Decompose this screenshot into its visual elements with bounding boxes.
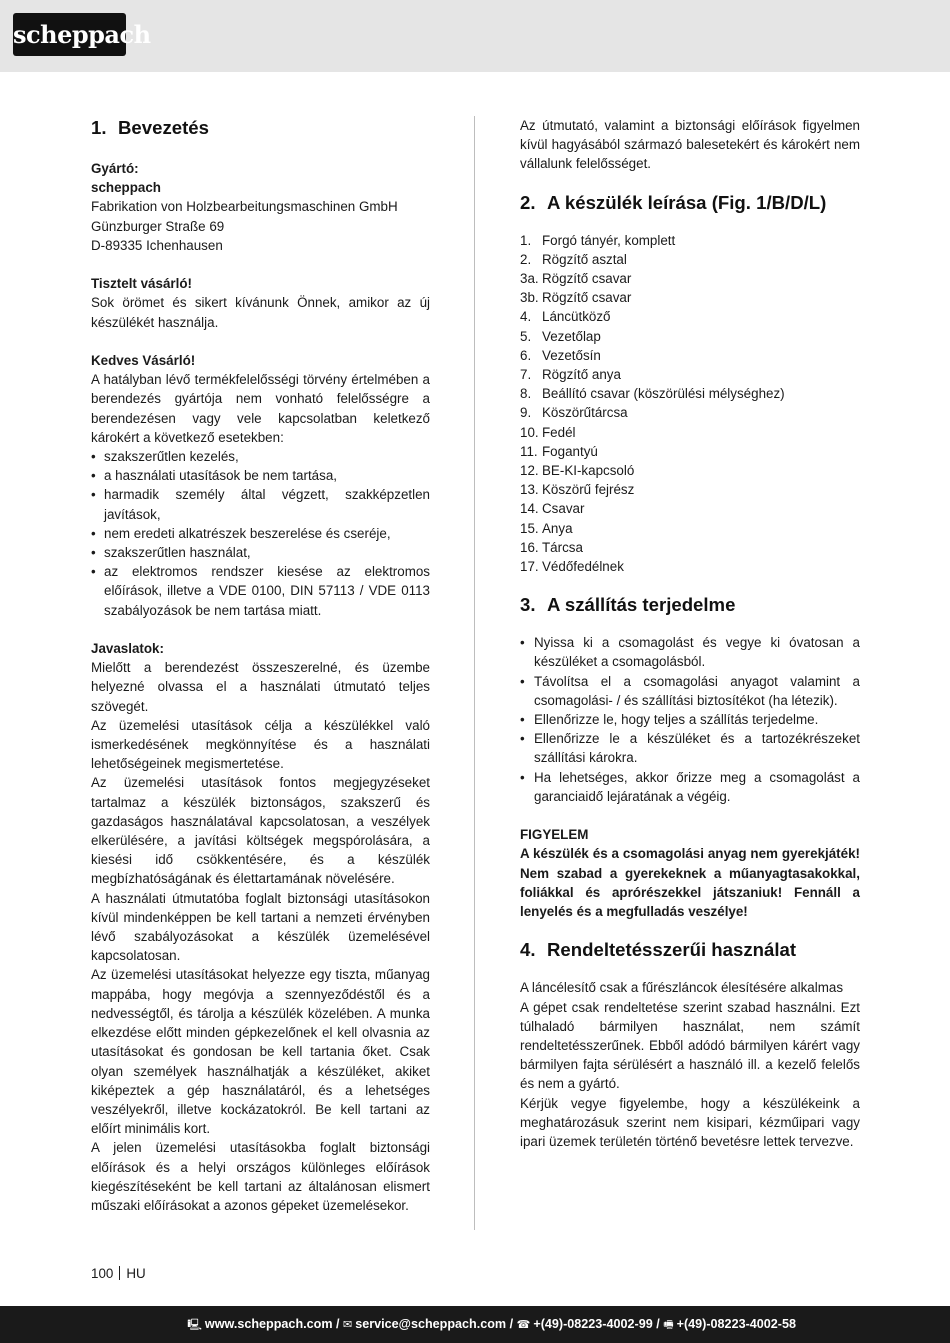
section-4-title: Rendeltetésszerűi használat [547, 939, 797, 961]
list-item: • Nyissa ki a csomagolást és vegye ki óvatosan a készüléket a csomagolásból. [520, 633, 860, 671]
phone-icon: ☎ [516, 1319, 531, 1331]
list-item: • harmadik személy által végzett, szakképzetlen javítások, [91, 485, 430, 523]
fax-number: +(49)-08223-4002-58 [676, 1317, 796, 1331]
section-1-title: Bevezetés [118, 117, 209, 138]
section-3-number: 3. [520, 594, 536, 616]
list-item: • Ellenőrizze le a készüléket és a tartozékrészeket szállítási károkra. [520, 729, 860, 767]
part-item: 13. Köszörű fejrész [520, 482, 635, 498]
list-item: • Ha lehetséges, akkor őrizze meg a csomagolást a garanciaidő lejáratának a végéig. [520, 768, 860, 806]
section-2-title: A készülék leírása (Fig. 1/B/D/L) [547, 191, 827, 213]
section-1-number: 1. [91, 117, 107, 138]
section-4-number: 4. [520, 939, 536, 961]
email-link[interactable]: service@scheppach.com / [355, 1317, 514, 1331]
manufacturer-line: Günzburger Straße 69 [91, 218, 225, 234]
part-item: 10. Fedél [520, 424, 576, 440]
column-divider [474, 116, 475, 1230]
computer-icon: 🖳 [187, 1319, 202, 1331]
recommendation-paragraph: A használati útmutatóba foglalt biztonsági utasításokon kívül mindenképpen be kell tartani a nemzeti érvényben lévő szabályozásokat a készülék üzemelésével kapcsolatosan. [91, 890, 430, 964]
part-item: 3b. Rögzítő csavar [520, 290, 632, 306]
delivery-list [520, 633, 860, 806]
parts-list [520, 231, 860, 577]
part-item: 6. Vezetősín [520, 347, 601, 363]
header-bar [0, 0, 950, 72]
contact-bar [0, 1306, 950, 1343]
phone-number: +(49)-08223-4002-99 / [533, 1317, 660, 1331]
section-2-number: 2. [520, 191, 536, 213]
page-footer [91, 1264, 146, 1283]
part-item: 3a. Rögzítő csavar [520, 271, 632, 287]
page-language: HU [126, 1266, 146, 1281]
use-paragraph: Kérjük vegye figyelembe, hogy a készülékeink a meghatározásuk szerint nem kisipari, kézműipari vagy ipari üzemek területén történő bevetésre lettek tervezve. [520, 1095, 860, 1149]
warning-label: FIGYELEM [520, 827, 589, 843]
liability-list [91, 447, 430, 620]
greeting-2-text: A hatályban lévő termékfelelősségi törvény értelmében a berendezés gyártója nem vonható felelősségre a berendezésen vagy vele kapcsolatban keletkező károkért a következő esetekben: [91, 372, 430, 445]
list-item: • szakszerűtlen kezelés, [91, 447, 430, 466]
part-item: 16. Tárcsa [520, 539, 583, 555]
part-item: 9. Köszörűtárcsa [520, 405, 628, 421]
part-item: 5. Vezetőlap [520, 328, 601, 344]
right-column [520, 116, 860, 1151]
part-item: 1. Forgó tányér, komplett [520, 232, 676, 248]
recommendation-paragraph: Az üzemelési utasításokat helyezze egy tiszta, műanyag mappába, hogy megóvja a szennyeződéstől és a nedvességtől, és tárolja a készülék közelében. A munka elkezdése előtt minden gépkezelőnek el kell olvasnia az utasításokat és gondosan be kell tartania őket. Csak olyan személyek használhatják a készüléket, akiket kiképeztek a gép használatáról, és a lehetséges veszélyekről, illetve kockázatokról. Be kell tartani az előírt minimális kort. [91, 967, 430, 1137]
list-item: • szakszerűtlen használat, [91, 543, 430, 562]
list-item: • az elektromos rendszer kiesése az elektromos előírások, illetve a VDE 0100, DIN 57113 / VDE 0113 szabályozások be nem tartása miatt. [91, 562, 430, 620]
greeting-1-label: Tisztelt vásárló! [91, 276, 192, 292]
left-column [91, 116, 430, 1215]
list-item: • nem eredeti alkatrészek beszerelése és cseréje, [91, 524, 430, 543]
manufacturer-label: Gyártó: [91, 161, 139, 176]
section-3-title: A szállítás terjedelme [547, 594, 736, 616]
recommendation-paragraph: A jelen üzemelési utasításokba foglalt biztonsági előírások és a helyi országos különleges előírások kiegészítéseként be kell tartani az általánosan elismert műszaki előírásokat a azonos gépeket üzemelésekor. [91, 1140, 430, 1213]
contact-info [187, 1306, 796, 1343]
section-1-heading [91, 116, 430, 140]
list-item: • a használati utasítások be nem tartása, [91, 466, 430, 485]
section-4-heading [520, 938, 860, 962]
scheppach-logo: scheppach [13, 13, 126, 56]
list-item: • Távolítsa el a csomagolási anyagot valamint a csomagolási- / és szállítási biztosítékot (ha létezik). [520, 672, 860, 710]
list-item: • Ellenőrizze le, hogy teljes a szállítás terjedelme. [520, 710, 860, 729]
recommendation-paragraph: Az üzemelési utasítások fontos megjegyzéseket tartalmaz a készülék biztonságos, szakszerű és gazdaságos használatával kapcsolatosan, a veszélyek elkerülésére, a javítási költségek megspórolására, a kiesési idő csökkentésére, és a készülék megbízhatóságának és élettartamának növelésére. [91, 775, 430, 887]
use-paragraph: A gépet csak rendeltetése szerint szabad használni. Ezt túlhaladó bármilyen használat, nem számít rendeltetésszerűnek. Ebből adódó bármilyen kárért vagy bármilyen fajta sérülésért a használó ill. a kezelő felelős és nem a gyártó. [520, 999, 860, 1092]
part-item: 12. BE-KI-kapcsoló [520, 463, 635, 479]
email-icon: ✉ [343, 1319, 353, 1331]
recommendations-label: Javaslatok: [91, 641, 164, 657]
page-number: 100 [91, 1266, 114, 1281]
part-item: 14. Csavar [520, 501, 585, 517]
manufacturer-line: Fabrikation von Holzbearbeitungsmaschinen GmbH [91, 199, 398, 215]
section-3-heading [520, 593, 860, 617]
warning-text: A készülék és a csomagolási anyag nem gyerekjáték! Nem szabad a gyerekeknek a műanyagtasakokkal, foliákkal és aprórészekkel játszaniuk! Fennáll a lenyelés és a megfulladás veszélye! [520, 846, 860, 920]
footer-separator [119, 1266, 120, 1280]
section-2-heading [520, 191, 860, 215]
disclaimer-text: Az útmutató, valamint a biztonsági előírások figyelmen kívül hagyásából származó balesetekért és károkért nem vállalunk felelősséget. [520, 118, 860, 172]
website-link[interactable]: www.scheppach.com / [204, 1317, 340, 1331]
fax-icon: 🖷 [663, 1319, 674, 1331]
manufacturer-name: scheppach [91, 180, 161, 196]
manufacturer-line: D-89335 Ichenhausen [91, 237, 223, 253]
part-item: 17. Védőfedélnek [520, 559, 624, 575]
part-item: 8. Beállító csavar (köszörülési mélységhez) [520, 386, 785, 402]
part-item: 4. Láncütköző [520, 309, 611, 325]
part-item: 15. Anya [520, 520, 573, 536]
greeting-2-label: Kedves Vásárló! [91, 353, 196, 368]
recommendation-paragraph: Az üzemelési utasítások célja a készülékkel való ismerkedésének megkönnyítése és a használati lehetőségeinek megismertetése. [91, 717, 430, 772]
greeting-1-text: Sok örömet és sikert kívánunk Önnek, amikor az új készülékét használja. [91, 295, 430, 330]
part-item: 11. Fogantyú [520, 443, 598, 459]
part-item: 7. Rögzítő anya [520, 367, 621, 383]
use-paragraph: A láncélesítő csak a fűrészláncok élesítésére alkalmas [520, 980, 844, 996]
recommendation-paragraph: Mielőtt a berendezést összeszerelné, és üzembe helyezné olvassa el a használati útmutató teljes szövegét. [91, 660, 430, 714]
part-item: 2. Rögzítő asztal [520, 251, 627, 267]
